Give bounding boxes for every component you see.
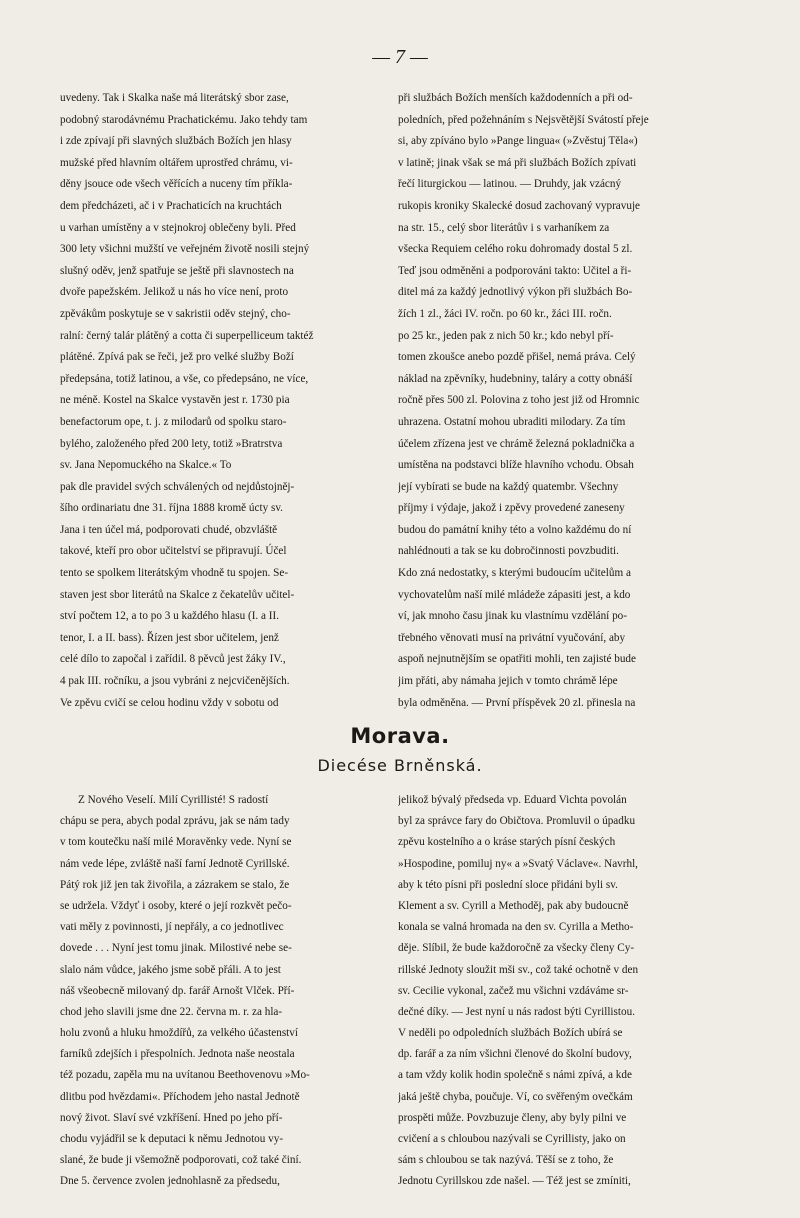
section-subtitle: Diecése Brněnská. <box>317 756 483 775</box>
text-line: řečí liturgickou — latinou. — Druhdy, jak vzácný <box>398 178 622 191</box>
text-line: tento se spolkem literátským vhodně tu spojen. Se- <box>60 567 289 580</box>
text-line: Jana i ten účel má, podporovati chudé, obzvláště <box>60 523 278 536</box>
text-line: též pozadu, zapěla mu na uvítanou Beethovenovu »Mo- <box>60 1069 310 1082</box>
text-line: jaká ještě chyba, poučuje. Ví, co svěřeným ovečkám <box>398 1090 633 1103</box>
text-line: benefactorum ope, t. j. z milodarů od spolku staro- <box>60 415 287 428</box>
text-line: v tom koutečku naší milé Moravěnky vede. Nyní se <box>60 836 292 849</box>
text-line: ralní: černý talár plátěný a cotta či superpelliceum taktéž <box>60 329 314 342</box>
text-line: zpěvákům poskytuje se v sakristii oděv stejný, cho- <box>60 307 291 320</box>
text-line: na str. 15., celý sbor literátův i s varhaníkem za <box>398 221 610 234</box>
text-line: byla odměněna. — První příspěvek 20 zl. přinesla na <box>398 696 636 709</box>
text-line: příjmy i výdaje, jakož i zpěvy provedené zaneseny <box>398 502 625 515</box>
text-line: ne méně. Kostel na Skalce vystavěn jest r. 1730 pia <box>60 394 290 407</box>
text-line: holu zvonů a hluku hmoždířů, za velkého účastenství <box>60 1027 298 1040</box>
text-line: ročně přes 500 zl. Polovina z toho jest již od Hromnic <box>398 394 640 407</box>
text-line: nahlédnouti a tak se ku dobročinnosti povzbuditi. <box>398 545 619 558</box>
text-line: se udržela. Vždyť i osoby, které o její rozkvět pečo- <box>60 899 292 912</box>
text-line: sv. Cecilie vykonal, začež mu všichni vzdáváme sr- <box>398 984 629 997</box>
text-line: 300 lety všichni mužští ve veřejném životě nosili stejný <box>60 243 310 256</box>
text-line: v latině; jinak však se má při službách Božích zpívati <box>398 156 637 169</box>
text-line: »Hospodine, pomiluj ny« a »Svatý Václave«. Navrhl, <box>398 857 638 870</box>
text-line: účelem zřízena jest ve chrámě železná pokladnička a <box>398 437 635 450</box>
left-column <box>60 88 382 718</box>
text-line: Jednotu Cyrillskou zde našel. — Též jest se zmíniti, <box>398 1175 631 1188</box>
text-line: takové, kteří pro obor učitelství se připravují. Účel <box>60 545 287 558</box>
text-line: nám vede lépe, zvláště naší farní Jednotě Cyrillské. <box>60 857 290 870</box>
text-line <box>398 714 720 718</box>
text-line: chodu vyjádřil se k deputaci k němu Jednotou vy- <box>60 1133 284 1145</box>
text-line: zpěvu kostelního a o kráse starých písní českých <box>398 836 616 849</box>
text-line: šího ordinariatu dne 31. října 1888 kromě úcty sv. <box>60 502 283 515</box>
text-line: třebného věnovati musí na privátní vyučování, aby <box>398 631 626 644</box>
text-line: prospěti může. Povzbuzuje členy, aby byly pilni ve <box>398 1111 627 1124</box>
text-line: plátěné. Zpívá pak se řeči, jež pro velké služby Boží <box>60 351 294 364</box>
text-line: dečné díky. — Jest nyní u nás radost býti Cyrillistou. <box>398 1005 635 1018</box>
text-line: uvedeny. Tak i Skalka naše má literátský sbor zase, <box>60 92 289 104</box>
bottom-right-column <box>398 790 720 1210</box>
text-line: si, aby zpíváno bylo »Pange lingua« (»Zvěstuj Těla«) <box>398 135 638 148</box>
text-line: i zde zpívají při slavných službách Božích jen hlasy <box>60 135 292 148</box>
text-line: jim přáti, aby námaha jejich v tomto chrámě lépe <box>398 675 618 688</box>
text-line: podobný starodávnému Prachatickému. Jako tehdy tam <box>60 113 308 126</box>
text-line <box>60 714 382 718</box>
text-line: uhrazena. Ostatní mohou ubraditi milodary. Za tím <box>398 415 626 428</box>
text-line: V neděli po odpoledních službách Božích ubírá se <box>398 1027 623 1040</box>
text-line: při službách Božích menších každodenních a při od- <box>398 92 633 104</box>
text-line: Dne 5. července zvolen jednohlasně za předsedu, <box>60 1175 280 1188</box>
text-line: náklad na zpěvníky, hudebniny, taláry a cotty obnáší <box>398 372 633 385</box>
text-line: ví, jak mnoho času jinak ku vlastnímu vzdělání po- <box>398 610 627 623</box>
text-line: jelikož bývalý předseda vp. Eduard Vichta povolán <box>398 794 627 806</box>
text-line: a tam vždy kolik hodin společně s námi zpívá, a kde <box>398 1069 632 1082</box>
text-line: děje. Slíbil, že bude každoročně za všecky členy Cy- <box>398 942 635 955</box>
text-line: děny jsouce ode všech věřících a nuceny tím příkla- <box>60 178 293 191</box>
text-line: slalo nám vůdce, jakého jsme sobě přáli. A to jest <box>60 963 281 976</box>
text-line: farníků zdejších i přespolních. Jednota naše neostala <box>60 1048 295 1061</box>
right-column <box>398 88 720 718</box>
text-line: dem předcházeti, ač i v Prachaticích na kruchtách <box>60 199 282 212</box>
text-line: mužské před hlavním oltářem uprostřed chrámu, vi- <box>60 156 293 169</box>
text-line: Ve zpěvu cvičí se celou hodinu vždy v sobotu od <box>60 696 279 709</box>
text-line: u varhan umístěny a v stejnokroj oblečeny byli. Před <box>60 221 296 234</box>
text-line: slané, že bude ji všemožně podporovati, což také činí. <box>60 1154 302 1167</box>
text-line: dlitbu pod hvězdami«. Příchodem jeho nastal Jednotě <box>60 1090 300 1103</box>
text-line: cvičení a s chloubou nazývali se Cyrillisty, jako on <box>398 1133 626 1145</box>
page-number: — 7 — <box>372 46 428 68</box>
text-line: budou do památní knihy této a volno každému do ní <box>398 523 632 536</box>
text-line: po 25 kr., jeden pak z nich 50 kr.; kdo nebyl pří- <box>398 329 614 342</box>
text-line: pak dle pravidel svých schválených od nejdůstojněj- <box>60 480 295 493</box>
text-line: bylého, založeného před 200 lety, totiž »Bratrstva <box>60 437 283 450</box>
section-title: Morava. <box>350 724 450 748</box>
text-line: Kdo zná nedostatky, s kterými budoucím učitelům a <box>398 567 631 580</box>
text-line: aby k této písni při poslední sloce přidáni byli sv. <box>398 878 618 891</box>
bottom-left-column <box>60 790 382 1210</box>
text-line: celé dílo to započal i zařídil. 8 pěvců jest žáky IV., <box>60 653 286 666</box>
text-line: umístěna na podstavci blíže hlavního vchodu. Obsah <box>398 459 634 472</box>
text-line: 4 pak III. ročníku, a jsou vybráni z nejcvičenějších. <box>60 675 290 688</box>
text-line: Z Nového Veselí. Milí Cyrillisté! S radostí <box>78 794 269 806</box>
text-line: sv. Jana Nepomuckého na Skalce.« To <box>60 459 232 472</box>
text-line: Klement a sv. Cyrill a Methoděj, pak aby budoucně <box>398 899 629 912</box>
text-line: vati měly z povinnosti, jí nepřály, a co jednotlivec <box>60 921 284 934</box>
text-line: aspoň nejnutnějším se opatřiti mohli, ten zajisté bude <box>398 653 636 666</box>
upper-columns <box>60 88 720 718</box>
text-line: žích 1 zl., žáci IV. ročn. po 60 kr., žáci III. ročn. <box>398 307 612 320</box>
text-line: tenor, I. a II. bass). Řízen jest sbor učitelem, jenž <box>60 631 279 644</box>
text-line: vychovatelům naší milé mládeže zápasiti jest, a kdo <box>398 588 631 601</box>
text-line: konala se valná hromada na den sv. Cyrilla a Metho- <box>398 921 634 934</box>
text-line: dovede . . . Nyní jest tomu jinak. Milostivé nebe se- <box>60 942 292 955</box>
text-line: byl za správce fary do Običtova. Promluvil o úpadku <box>398 815 636 828</box>
text-line: chod jeho slavili jsme dne 22. června m. r. za hla- <box>60 1005 283 1018</box>
text-line: rukopis kroniky Skalecké dosud zachovaný vypravuje <box>398 199 641 212</box>
text-line: staven jest sbor literátů na Skalce z čekatelův učitel- <box>60 588 295 601</box>
text-line: předepsána, totiž latinou, a vše, co předepsáno, ne více, <box>60 372 309 385</box>
text-line: rillské Jednoty sloužit mši sv., což také ochotně v den <box>398 963 639 976</box>
text-line: ství počtem 12, a to po 3 u každého hlasu (I. a II. <box>60 610 280 623</box>
text-line: tomen zkoušce anebo pozdě přišel, nemá práva. Celý <box>398 351 636 364</box>
text-line: chápu se pera, abych podal zprávu, jak se nám tady <box>60 815 290 828</box>
text-line: dvoře papežském. Jelikož u nás ho více není, proto <box>60 286 289 299</box>
text-line: poledních, před požehnáním s Nejsvětější Svátostí přeje <box>398 113 649 126</box>
text-line: slušný oděv, jenž spatřuje se ještě při slavnostech na <box>60 264 294 277</box>
text-line: nový život. Slaví své vzkříšení. Hned po jeho pří- <box>60 1111 283 1124</box>
text-line: všecka Requiem celého roku dohromady dostal 5 zl. <box>398 243 633 256</box>
text-line: Pátý rok již jen tak živořila, a zázrakem se stalo, že <box>60 878 290 891</box>
text-line: Teď jsou odměněni a podporováni takto: Učitel a ři- <box>398 264 632 277</box>
text-line: náš všeobecně milovaný dp. farář Arnošt Vlček. Pří- <box>60 984 295 997</box>
text-line: sám s chloubou se tak nazývá. Těší se z toho, že <box>398 1154 614 1167</box>
lower-columns <box>60 790 720 1210</box>
text-line: ditel má za každý jednotlivý výkon při službách Bo- <box>398 286 633 299</box>
text-line: její vybírati se bude na každý quatembr. Všechny <box>398 480 619 493</box>
text-line: dp. farář a za ním všichni členové do školní budovy, <box>398 1048 632 1061</box>
